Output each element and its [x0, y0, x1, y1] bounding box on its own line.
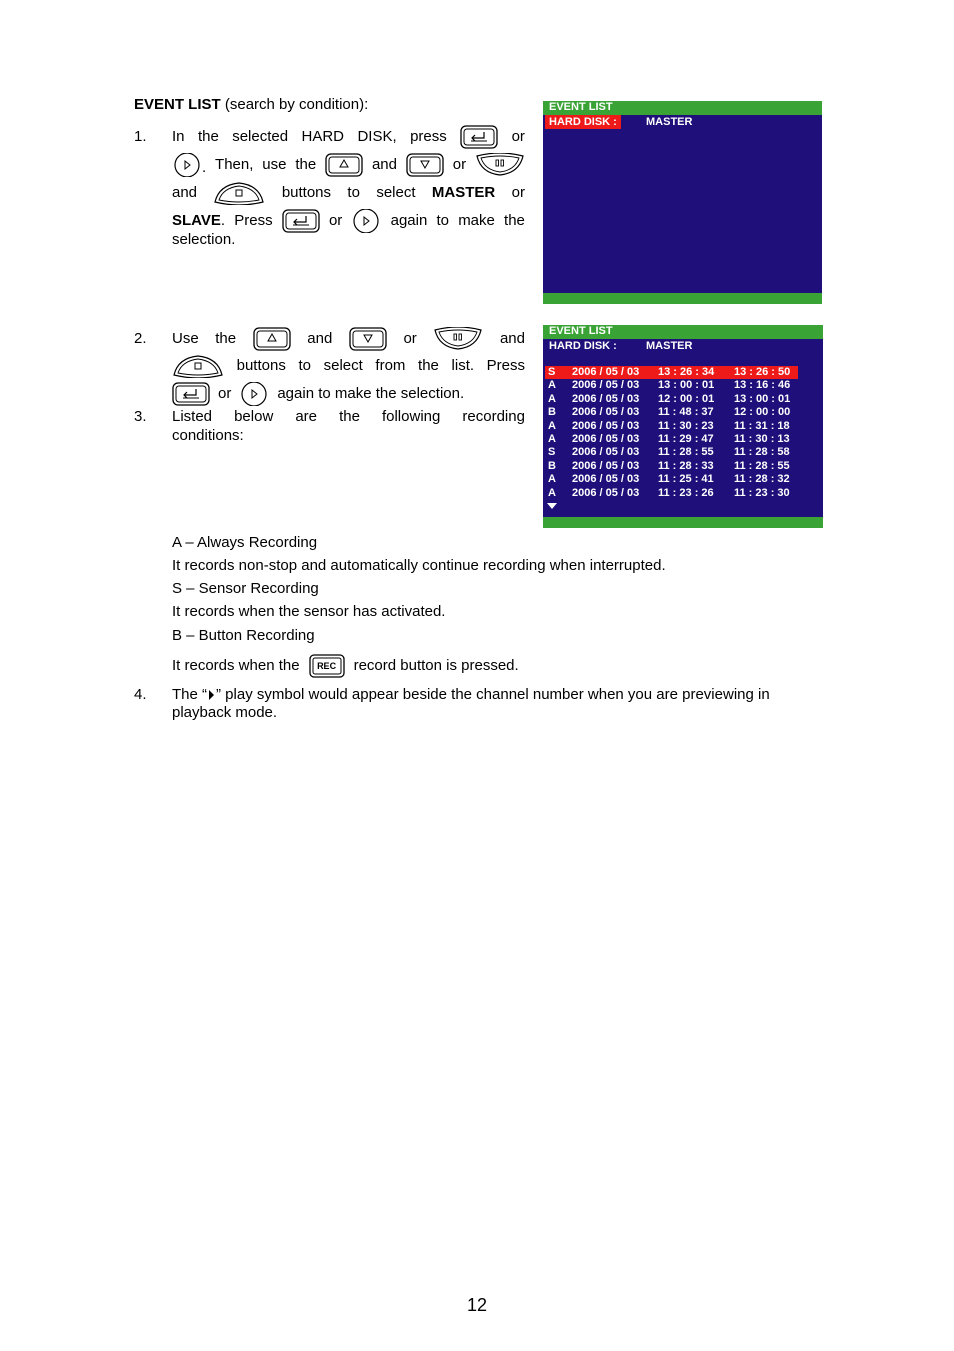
word: or — [452, 156, 467, 173]
word: Use — [172, 330, 199, 347]
event-type: A — [548, 473, 556, 486]
word: the — [339, 408, 360, 425]
event-row[interactable] — [545, 379, 798, 392]
event-start-time: 11 : 48 : 37 — [658, 406, 714, 419]
condition-b-title: B – Button Recording — [172, 627, 315, 644]
play-symbol-icon — [209, 690, 214, 700]
page-number: 12 — [466, 1295, 488, 1315]
scroll-down-arrow-icon[interactable] — [547, 503, 557, 509]
event-list-screen-1 — [543, 101, 822, 304]
event-end-time: 11 : 28 : 32 — [734, 473, 790, 486]
word: Then, — [215, 156, 254, 173]
event-date: 2006 / 05 / 03 — [572, 446, 640, 459]
word: . — [220, 212, 226, 229]
text: It records when the — [172, 657, 300, 674]
event-row[interactable] — [545, 393, 798, 406]
slave-with-period — [172, 212, 225, 230]
step-2-line-3 — [172, 376, 464, 412]
event-date: 2006 / 05 / 03 — [572, 406, 640, 419]
event-type: A — [548, 379, 556, 392]
word: and — [371, 156, 397, 173]
screen-footer-bar — [543, 517, 823, 528]
event-date: 2006 / 05 / 03 — [572, 473, 640, 486]
word: again — [390, 212, 428, 229]
event-row[interactable] — [545, 420, 798, 433]
text: ” play symbol would appear beside the channel number when you are previewing in — [216, 686, 770, 703]
step-2-number: 2. — [134, 330, 147, 347]
section-title-bold: EVENT LIST — [134, 96, 221, 113]
step-4-number: 4. — [134, 686, 147, 703]
word: Press — [486, 357, 525, 374]
rec-button-icon — [309, 654, 345, 678]
word: or — [328, 212, 343, 229]
rec-button-label: REC — [317, 661, 337, 671]
hard-disk-row[interactable] — [543, 339, 823, 353]
screen-header-title: EVENT LIST — [549, 325, 613, 337]
step-3-number: 3. — [134, 408, 147, 425]
step-1-line-5: selection. — [172, 231, 236, 248]
word: buttons — [236, 357, 286, 374]
word: Listed — [172, 408, 213, 425]
section-title-rest: (search by condition): — [220, 96, 369, 113]
hard-disk-value: MASTER — [646, 340, 693, 352]
event-start-time: 12 : 00 : 01 — [658, 392, 715, 405]
event-start-time: 13 : 26 : 34 — [658, 366, 715, 378]
word-slave: SLAVE — [172, 212, 221, 229]
event-end-time: 11 : 28 : 58 — [734, 446, 790, 459]
word: and — [172, 184, 198, 201]
play-button-icon — [172, 153, 202, 177]
word: the — [215, 330, 237, 347]
event-start-time: 11 : 23 : 26 — [658, 486, 714, 499]
event-row[interactable] — [545, 460, 798, 473]
word: are — [295, 408, 318, 425]
step-1-number: 1. — [134, 128, 147, 145]
event-end-time: 13 : 16 : 46 — [734, 379, 791, 392]
word: recording — [462, 408, 525, 425]
word: or — [511, 128, 525, 145]
word: selected — [232, 128, 289, 145]
event-start-time: 13 : 00 : 01 — [658, 379, 715, 392]
event-row[interactable] — [545, 366, 798, 379]
condition-b-desc — [172, 648, 519, 684]
hard-disk-row[interactable] — [543, 115, 822, 129]
play-button-icon — [239, 382, 269, 406]
enter-button-icon — [282, 209, 320, 233]
word: from — [375, 357, 406, 374]
word-master: MASTER — [431, 184, 496, 201]
event-type: S — [548, 366, 556, 378]
event-end-time: 11 : 28 : 55 — [734, 459, 790, 472]
hard-disk-value: MASTER — [646, 116, 693, 128]
event-type: S — [548, 446, 556, 459]
event-date: 2006 / 05 / 03 — [572, 486, 640, 499]
event-row[interactable] — [545, 433, 798, 446]
up-button-icon — [325, 153, 363, 177]
word: select — [376, 184, 416, 201]
screen-header-bar — [543, 101, 822, 115]
word: HARD — [301, 128, 345, 145]
event-row[interactable] — [545, 406, 798, 419]
word: or — [218, 385, 232, 402]
text: record button is pressed. — [353, 657, 519, 674]
step-3-line-1 — [172, 408, 525, 426]
play-button-icon — [351, 209, 381, 233]
word: to — [347, 184, 360, 201]
word: and — [499, 330, 525, 347]
event-date: 2006 / 05 / 03 — [572, 419, 640, 432]
word: Press — [234, 212, 273, 229]
play-with-period — [172, 153, 206, 177]
event-type: A — [548, 486, 556, 499]
word: DISK, — [357, 128, 397, 145]
word: following — [381, 408, 441, 425]
word: to — [436, 212, 450, 229]
hard-disk-label: HARD DISK : — [549, 340, 617, 352]
step-3-line-2: conditions: — [172, 427, 244, 444]
word: list. — [451, 357, 475, 374]
event-type: A — [548, 419, 556, 432]
event-type: B — [548, 459, 556, 472]
condition-a-title: A – Always Recording — [172, 534, 318, 551]
word: . — [202, 159, 207, 176]
step-4-line-1 — [172, 686, 824, 704]
enter-button-icon — [460, 125, 498, 149]
event-row[interactable] — [545, 473, 798, 486]
screen-header-title: EVENT LIST — [549, 101, 613, 113]
word: In — [172, 128, 185, 145]
word: and — [307, 330, 333, 347]
down-button-icon — [406, 153, 444, 177]
event-date: 2006 / 05 / 03 — [572, 379, 640, 392]
screen-header-bar — [543, 325, 823, 339]
event-list-screen-2 — [543, 325, 823, 528]
event-date: 2006 / 05 / 03 — [572, 459, 640, 472]
word: select — [323, 357, 363, 374]
word: or — [403, 330, 417, 347]
word: press — [410, 128, 447, 145]
event-date: 2006 / 05 / 03 — [572, 392, 640, 405]
word: the — [295, 156, 317, 173]
event-end-time: 11 : 23 : 30 — [734, 486, 790, 499]
enter-button-icon — [172, 382, 210, 406]
word: or — [511, 184, 525, 201]
event-start-time: 11 : 28 : 33 — [658, 459, 714, 472]
event-type: B — [548, 406, 556, 419]
event-start-time: 11 : 30 : 23 — [658, 419, 714, 432]
hard-disk-label: HARD DISK : — [545, 115, 621, 129]
event-row[interactable] — [545, 446, 798, 459]
text: again to make the selection. — [277, 385, 465, 402]
section-title — [134, 96, 368, 114]
step-4-line-2: playback mode. — [172, 704, 278, 721]
word: the — [197, 128, 219, 145]
screen-footer-bar — [543, 293, 822, 304]
word: the — [418, 357, 439, 374]
condition-s-title: S – Sensor Recording — [172, 580, 319, 597]
condition-s-desc: It records when the sensor has activated. — [172, 603, 446, 620]
event-start-time: 11 : 29 : 47 — [658, 433, 714, 445]
event-start-time: 11 : 25 : 41 — [658, 473, 714, 486]
event-start-time: 11 : 28 : 55 — [658, 446, 714, 459]
word: make — [458, 212, 495, 229]
word: buttons — [281, 184, 332, 201]
stop-button-icon — [172, 354, 224, 378]
event-end-time: 11 : 30 : 13 — [734, 433, 790, 445]
event-end-time: 11 : 31 : 18 — [734, 419, 790, 432]
event-type: A — [548, 433, 556, 445]
event-end-time: 13 : 00 : 01 — [734, 392, 791, 405]
event-end-time: 12 : 00 : 00 — [734, 406, 791, 419]
event-date: 2006 / 05 / 03 — [572, 433, 640, 445]
word: below — [234, 408, 274, 425]
event-end-time: 13 : 26 : 50 — [734, 366, 791, 378]
event-date: 2006 / 05 / 03 — [572, 366, 640, 378]
event-row[interactable] — [545, 487, 798, 500]
word: use — [262, 156, 287, 173]
event-type: A — [548, 392, 556, 405]
stop-button-icon — [213, 181, 265, 205]
condition-a-desc: It records non-stop and automatically continue recording when interrupted. — [172, 557, 666, 574]
text: The “ — [172, 686, 208, 703]
word: to — [298, 357, 311, 374]
pause-button-icon — [475, 153, 525, 177]
word: the — [504, 212, 525, 229]
